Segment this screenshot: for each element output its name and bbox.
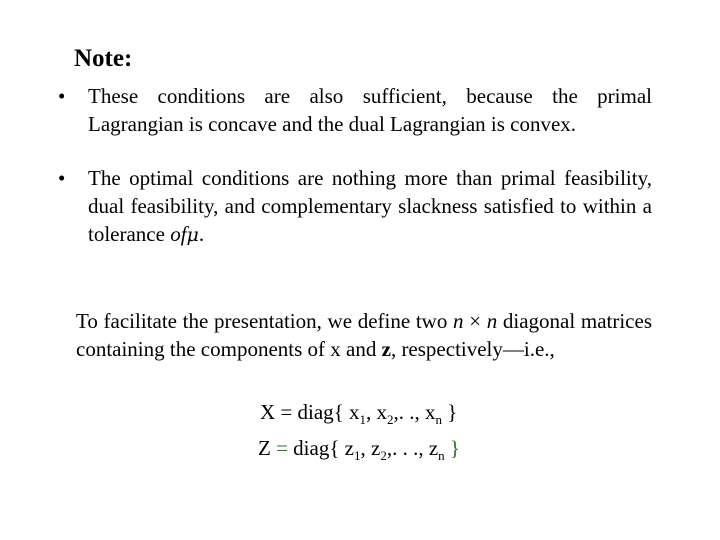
equation-z (258, 434, 460, 462)
para-text: diagonal matrices containing the components of x and (76, 309, 652, 361)
para-text: , respectively—i.e., (390, 337, 555, 361)
bullet-list (58, 82, 652, 249)
eq-sub: 1 (354, 448, 361, 463)
eq-var: z (428, 436, 439, 460)
z-symbol: z (381, 337, 391, 361)
eq-brace-close: } (442, 400, 458, 424)
eq-sub: 2 (387, 412, 394, 427)
eq-brace-open: { (329, 436, 345, 460)
eq-sep: ,. . ., (386, 436, 429, 460)
eq-brace-close: } (444, 436, 460, 460)
definition-paragraph (76, 307, 652, 363)
eq-sub: 1 (359, 412, 367, 427)
bullet-item-optimal-conditions (58, 164, 652, 249)
bullet-item-sufficient-conditions (58, 82, 652, 138)
bullet-icon: • (58, 84, 66, 108)
n-symbol: n (486, 309, 498, 333)
para-text: To facilitate the presentation, we define two (76, 309, 454, 333)
eq-var: z (344, 436, 354, 460)
eq-sep: , (366, 400, 377, 424)
eq-var: x (425, 400, 436, 424)
bullet-text: The optimal conditions are nothing more than primal feasibility, dual feasibility, and complementary slackness satisfied to within a tolerance (88, 166, 652, 246)
eq-sub: n (435, 412, 443, 427)
equation-x (260, 398, 457, 426)
bullet-text: These conditions are also sufficient, because the primal Lagrangian is concave and the dual Lagrangian is convex. (88, 84, 652, 136)
note-title: Note: (74, 45, 133, 72)
eq-fn: diag (293, 436, 330, 460)
bullet-text-end: . (198, 222, 205, 246)
eq-sub: n (438, 448, 445, 463)
eq-brace-open: { (333, 400, 350, 424)
eq-var: x (376, 400, 388, 424)
mu-symbol: μ (186, 224, 199, 246)
eq-fn: diag (297, 400, 334, 424)
n-symbol: n (453, 309, 464, 333)
times-symbol: × (463, 309, 487, 333)
eq-sub: 2 (380, 448, 387, 463)
eq-var: z (371, 436, 381, 460)
eq-sep: , (360, 436, 371, 460)
bullet-text-of: of (170, 222, 187, 246)
bullet-icon: • (58, 166, 66, 190)
eq-equals: = (270, 436, 294, 460)
eq-lhs: X (260, 400, 276, 424)
eq-var: x (349, 400, 360, 424)
eq-equals: = (275, 400, 298, 424)
eq-lhs: Z (258, 436, 271, 460)
eq-sep: ,. ., (393, 400, 426, 424)
